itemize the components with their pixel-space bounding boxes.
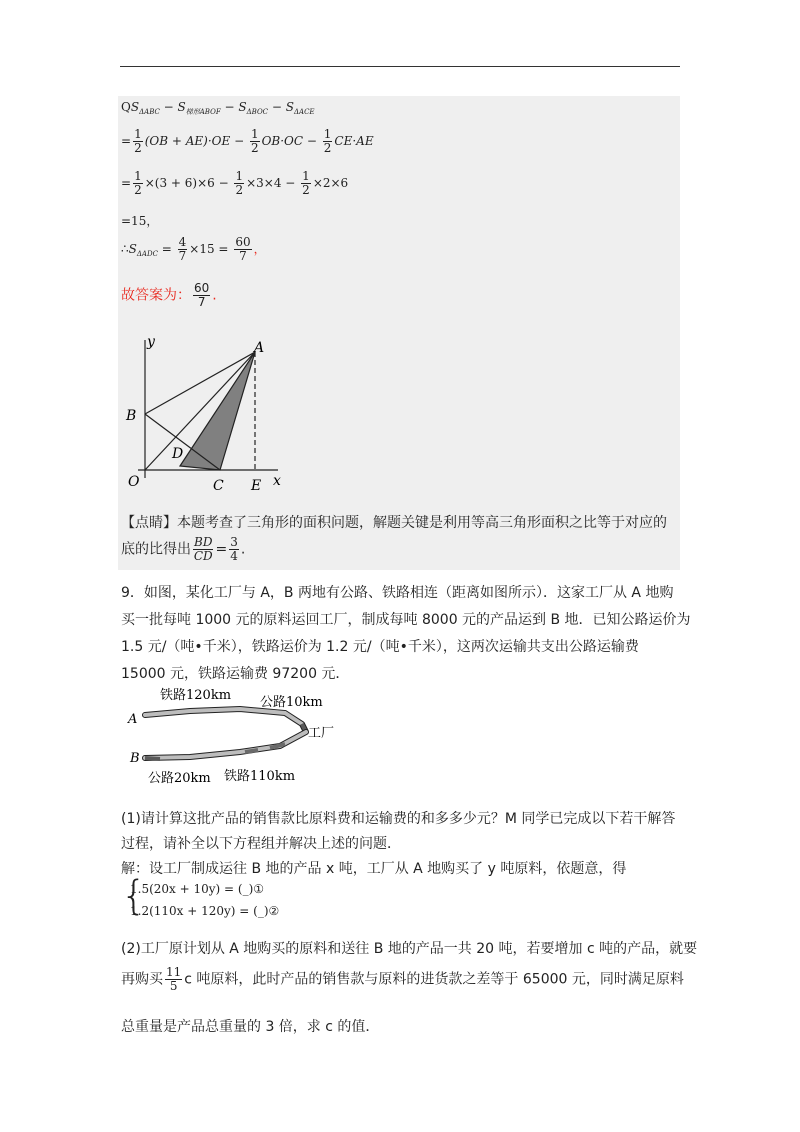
header-rule — [120, 66, 680, 67]
label-d: D — [172, 446, 184, 462]
comment-line-2: 底的比得出 $\frac{BD}{CD}$ = $\frac{3}{4}$ . — [121, 535, 246, 563]
map-label-rail-top: 铁路120km — [160, 688, 232, 703]
label-x: x — [273, 473, 281, 489]
question-line-4: 15000 元，铁路运输费 97200 元． — [121, 666, 350, 682]
question-line-2: 买一批每吨 1000 元的原料运回工厂，制成每吨 8000 元的产品运到 B 地．已知公路运价为 — [121, 612, 691, 628]
label-e: E — [251, 478, 262, 494]
map-label-b: B — [130, 751, 140, 766]
bottom-road-fill — [145, 758, 160, 759]
route-map — [120, 684, 350, 794]
part1-line-3: 解：设工厂制成运往 B 地的产品 x 吨，工厂从 A 地购买了 y 吨原料，依题意，得 — [121, 861, 627, 877]
area-equation-line: $QS_{\Delta ABC} - S_{梯形ABOF} - S_{\Delta BOC} - S_{\Delta ACE}$ — [121, 100, 315, 116]
area-result-line: =15， — [121, 214, 159, 228]
area-expansion-line: = $\frac{1}{2}$ (OB + AE)·OE − $\frac{1}{2}$ OB·OC − $\frac{1}{2}$ CE·AE — [121, 127, 374, 155]
top-route-fill — [145, 709, 302, 724]
map-label-a: A — [128, 712, 138, 727]
map-label-road-top: 公路10km — [260, 695, 323, 710]
label-b: B — [126, 408, 137, 424]
label-a: A — [254, 340, 265, 356]
adc-area-line: $\therefore S_{\Delta ADC}$ = $\frac{4}{7}$ ×15 = $\frac{60}{7}$ ， — [121, 235, 266, 263]
part2-line-2: 再购买 $\frac{11}{5}$ c 吨原料，此时产品的销售款与原料的进货款之差等于 65000 元，同时满足原料 — [121, 965, 684, 993]
part1-line-2: 过程，请补全以下方程组并解决上述的问题． — [121, 836, 401, 852]
triangle-figure — [120, 330, 300, 500]
map-label-factory: 工厂 — [308, 726, 335, 741]
question-line-3: 1.5 元/（吨•千米），铁路运价为 1.2 元/（吨•千米），这两次运输共支出公路运输费 — [121, 639, 639, 655]
area-substitution-line: = $\frac{1}{2}$ ×(3 + 6)×6 − $\frac{1}{2}$ ×3×4 − $\frac{1}{2}$ ×2×6 — [121, 169, 349, 197]
equation-2: 1.2(110x + 120y) = (_)② — [130, 904, 280, 918]
label-y: y — [147, 334, 155, 350]
half-fraction: $\frac{1}{2}$ — [134, 127, 142, 155]
label-c: C — [213, 478, 224, 494]
map-label-rail-bottom: 铁路110km — [224, 769, 296, 784]
comment-line-1: 【点睛】本题考查了三角形的面积问题，解题关键是利用等高三角形面积之比等于对应的 — [121, 515, 667, 531]
part2-line-1: (2)工厂原计划从 A 地购买的原料和送往 B 地的产品一共 20 吨，若要增加 c 吨的产品，就要 — [121, 941, 698, 957]
part2-line-3: 总重量是产品总重量的 3 倍，求 c 的值． — [121, 1019, 380, 1035]
answer-line: 故答案为： $\frac{60}{7}$ . — [121, 281, 217, 309]
shaded-triangle-adc — [180, 352, 255, 470]
map-label-road-bottom: 公路20km — [148, 771, 211, 786]
system-brace: { — [121, 873, 147, 919]
part1-line-1: (1)请计算这批产品的销售款比原料费和运输费的和多多少元？M 同学已完成以下若干解答 — [121, 811, 676, 827]
equation-1: 1.5(20x + 10y) = (_)① — [130, 882, 265, 896]
question-line-1: 9．如图，某化工厂与 A，B 两地有公路、铁路相连（距离如图所示）．这家工厂从 A 地购 — [121, 585, 674, 601]
label-o: O — [128, 474, 140, 490]
